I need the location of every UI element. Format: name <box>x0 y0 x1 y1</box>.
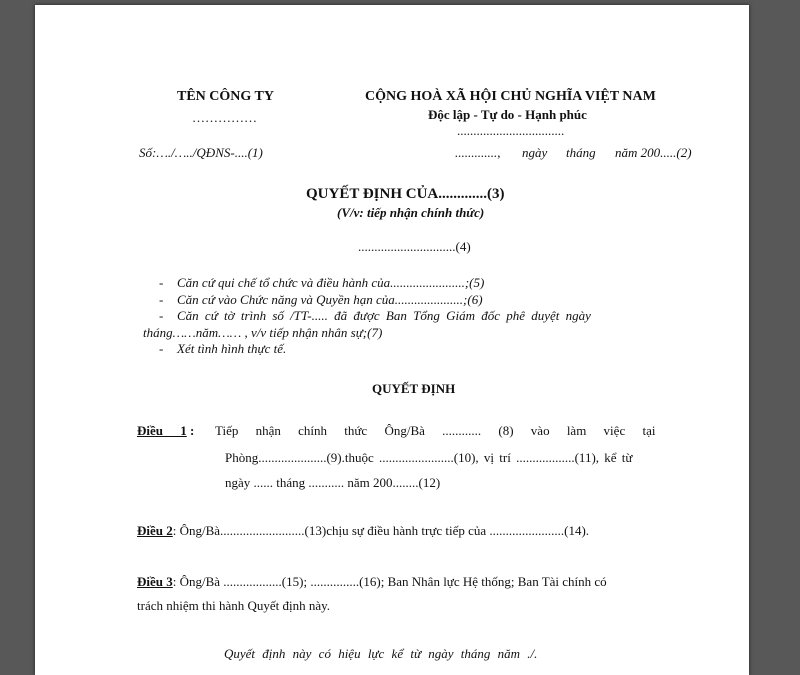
article-3-text-2: trách nhiệm thi hành Quyết định này. <box>137 598 331 613</box>
issuing-authority: ..............................(4) <box>358 239 471 254</box>
article-1-line-3: ngày ...... tháng ........... năm 200........(12) <box>225 475 441 490</box>
basis-item: tháng……năm…… , v/v tiếp nhận nhân sự;(7) <box>143 325 383 340</box>
date-year: năm 200.....(2) <box>615 145 692 160</box>
basis-item: Căn cứ tờ trình số /TT-..... đã được Ban Tổng Giám đốc phê duyệt ngày <box>177 308 591 323</box>
basis-dash: - <box>159 308 164 323</box>
article-2 <box>137 523 589 539</box>
article-2-label: Điều 2 <box>137 523 173 538</box>
motto: Độc lập - Tự do - Hạnh phúc <box>428 107 587 122</box>
place-dots: ............., <box>455 145 501 160</box>
document-page <box>35 5 749 675</box>
article-1-label: Điều 1 <box>137 423 187 438</box>
article-1-line-1: Tiếp nhận chính thức Ông/Bà ............ (8) vào làm việc tại <box>215 423 656 438</box>
article-3 <box>137 574 607 590</box>
date-day: ngày <box>522 145 548 160</box>
article-2-text: : Ông/Bà..........................(13)chịu sự điều hành trực tiếp của .......................(14). <box>172 523 590 538</box>
decision-title: QUYẾT ĐỊNH CỦA.............(3) <box>306 186 505 202</box>
basis-item: Căn cứ vào Chức năng và Quyền hạn của.....................;(6) <box>177 292 483 307</box>
article-3-label: Điều 3 <box>137 574 173 589</box>
basis-dash: - <box>159 292 164 307</box>
basis-item: Xét tình hình thực tế. <box>177 341 287 356</box>
company-dots: …………… <box>192 110 257 125</box>
decision-subtitle: (V/v: tiếp nhận chính thức) <box>337 205 485 220</box>
motto-dots: ................................. <box>457 123 565 138</box>
decision-number: Số:…./…../QĐNS-....(1) <box>139 145 263 160</box>
basis-dash: - <box>159 341 164 356</box>
article-1-colon: : <box>190 423 195 438</box>
article-1-line-2: Phòng.....................(9).thuộc .......................(10), vị trí ..................(11), kể từ <box>225 450 633 465</box>
decision-heading: QUYẾT ĐỊNH <box>372 381 456 396</box>
republic-title: CỘNG HOÀ XÃ HỘI CHỦ NGHĨA VIỆT NAM <box>365 89 656 104</box>
basis-dash: - <box>159 275 164 290</box>
article-3-text: : Ông/Bà ..................(15); ...............(16); Ban Nhân lực Hệ thống; Ban Tài chính có <box>172 574 607 589</box>
effective-clause: Quyết định này có hiệu lực kể từ ngày tháng năm ./. <box>224 646 538 661</box>
date-month: tháng <box>566 145 596 160</box>
basis-item: Căn cứ qui chế tổ chức và điều hành của.......................;(5) <box>177 275 485 290</box>
company-name: TÊN CÔNG TY <box>177 89 274 104</box>
